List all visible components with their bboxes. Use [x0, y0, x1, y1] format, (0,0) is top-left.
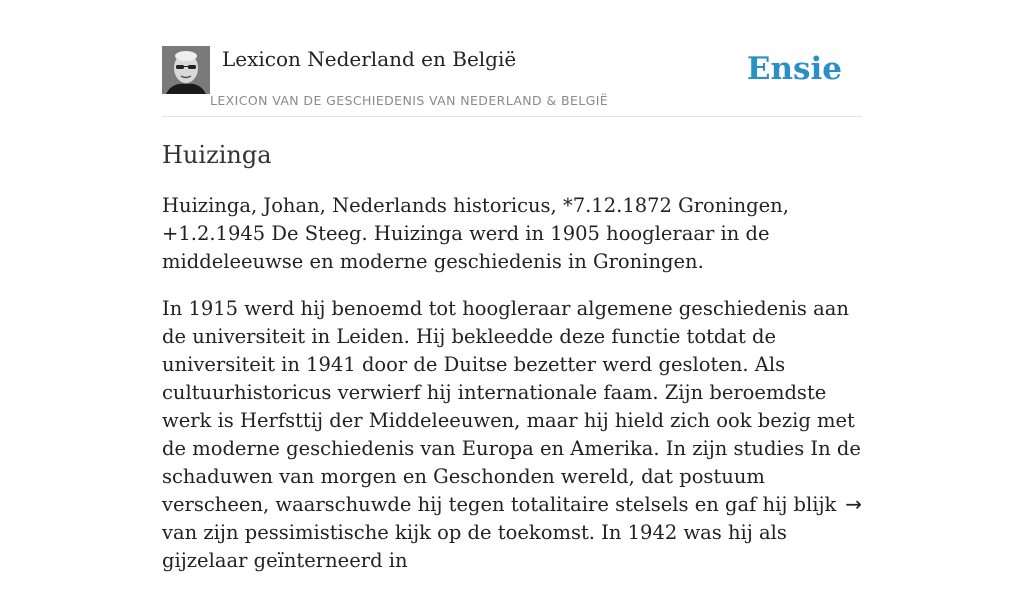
lexicon-subtitle: LEXICON VAN DE GESCHIEDENIS VAN NEDERLAND & BELGIË: [210, 93, 609, 108]
avatar-portrait-image: [162, 46, 210, 94]
article-body: [162, 192, 862, 594]
article-paragraph: Huizinga, Johan, Nederlands historicus, *7.12.1872 Groningen, +1.2.1945 De Steeg. Huizinga werd in 1905 hoogleraar in de middeleeuwse en moderne geschiedenis in Groningen.: [162, 194, 789, 273]
article-paragraph: In 1915 werd hij benoemd tot hoogleraar algemene geschiedenis aan de universiteit in Leiden. Hij bekleedde deze functie totdat de universiteit in 1941 door de Duitse bezetter werd gesloten. Als cultuurhistoricus verwierf hij internationale faam. Zijn beroemdste werk is Herfsttij der Middeleeuwen, maar hij hield zich ook bezig met de moderne geschiedenis van Europa en Amerika. In zijn studies In de schaduwen van morgen en Geschonden wereld, dat postuum verscheen, waarschuwde hij tegen totalitaire stelsels en gaf hij blijk van zijn pessimistische kijk op de toekomst. In 1942 was hij als gijzelaar geïnterneerd in: [162, 297, 861, 572]
author-name[interactable]: Lexicon Nederland en België: [222, 47, 517, 71]
article-title: Huizinga: [162, 141, 272, 169]
ensie-logo[interactable]: Ensie: [746, 51, 842, 87]
avatar[interactable]: [162, 46, 210, 94]
arrow-right-icon[interactable]: →: [841, 490, 862, 518]
header: [162, 46, 862, 117]
